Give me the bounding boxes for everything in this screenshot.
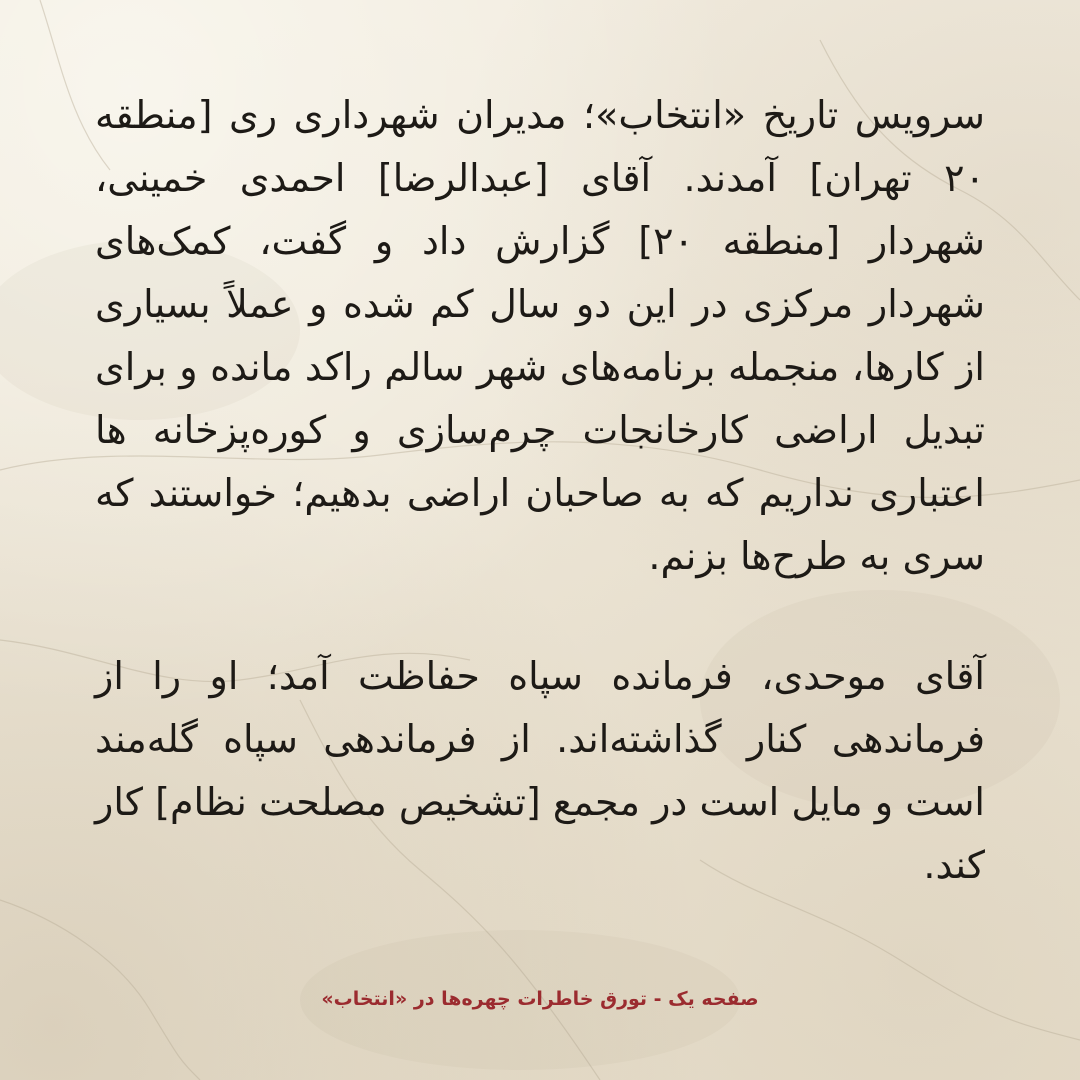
paragraph-1: سرویس تاریخ «انتخاب»؛ مدیران شهرداری ری [منطقه ۲۰ تهران] آمدند. آقای [عبدالرضا] احمدی خمینی، شهردار [منطقه ۲۰] گزارش داد و گفت، کمک‌های شهردار مرکزی در این دو سال کم شده و عملاً بسیاری از کارها، منجمله برنامه‌های شهر سالم راکد مانده و برای تبدیل اراضی کارخانجات چرم‌سازی و کوره‌پزخانه ها اعتباری نداریم که به صاحبان اراضی بدهیم؛ خواستند که سری به طرح‌ها بزنم. <box>95 93 985 578</box>
paragraph-2: آقای موحدی، فرمانده سپاه حفاظت آمد؛ او را از فرماندهی کنار گذاشته‌اند. از فرماندهی سپاه گله‌مند است و مایل است در مجمع [تشخیص مصلحت نظام] کار کند. <box>95 654 985 887</box>
footer-caption: صفحه یک - تورق خاطرات چهره‌ها در «انتخاب» <box>321 988 759 1010</box>
